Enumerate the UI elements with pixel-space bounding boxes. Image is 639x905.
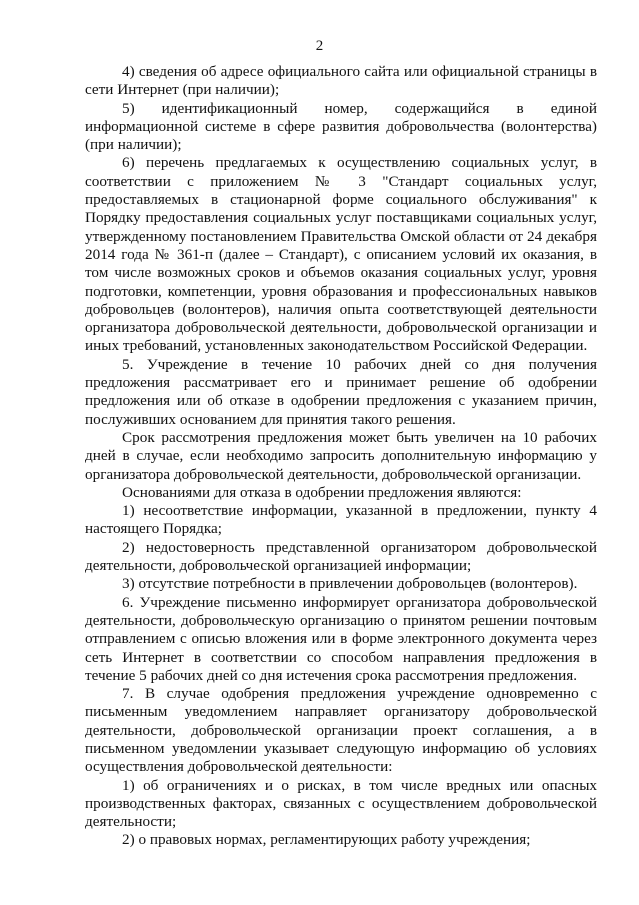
paragraph-review-extension: Срок рассмотрения предложения может быть увеличен на 10 рабочих дней в случае, если необходимо запросить дополнительную информацию у организатора добровольческой деятельности, добровольческой организации. [85, 428, 597, 483]
paragraph-item-4: 4) сведения об адресе официального сайта или официальной страницы в сети Интернет (при наличии); [85, 63, 597, 99]
paragraph-condition-item-1: 1) об ограничениях и о рисках, в том числе вредных или опасных производственных факторах, связанных с осуществлением добровольческой деятельности; [85, 776, 597, 831]
paragraph-refusal-item-3: 3) отсутствие потребности в привлечении добровольцев (волонтеров). [122, 575, 578, 593]
paragraph-refusal-grounds: Основаниями для отказа в одобрении предложения являются: [122, 483, 522, 501]
paragraph-clause-5: 5. Учреждение в течение 10 рабочих дней со дня получения предложения рассматривает его и принимает решение об одобрении предложения или об отказе в одобрении предложения с указанием причин, послуживших основанием для принятия такого решения. [85, 355, 597, 428]
paragraph-clause-7: 7. В случае одобрения предложения учреждение одновременно с письменным уведомлением направляет организатору добровольческой деятельности, добровольческой организации проект соглашения, а в письменном уведомлении указывает следующую информацию об условиях осуществления добровольческой деятельности: [85, 685, 597, 776]
paragraph-item-6: 6) перечень предлагаемых к осуществлению социальных услуг, в соответствии с приложением № 3 "Стандарт социальных услуг, предоставляемых в стационарной форме социального обслуживания" к Порядку предоставления социальных услуг поставщиками социальных услуг, утвержденному постановлением Правительства Омской области от 24 декабря 2014 года № 361-п (далее – Стандарт), с описанием условий их оказания, в том числе возможных сроков и объемов оказания социальных услуг, уровня подготовки, компетенции, уровня образования и профессиональных навыков добровольцев (волонтеров), наличия опыта соответствующей деятельности организатора добровольческой деятельности, добровольческой организации и иных требований, установленных законодательством Российской Федерации. [85, 154, 597, 355]
paragraph-item-5: 5) идентификационный номер, содержащийся в единой информационной системе в сфере развития добровольчества (волонтерства) (при наличии); [85, 99, 597, 154]
paragraph-refusal-item-1: 1) несоответствие информации, указанной в предложении, пункту 4 настоящего Порядка; [85, 502, 597, 538]
document-body [85, 63, 597, 850]
paragraph-clause-6: 6. Учреждение письменно информирует организатора добровольческой деятельности, добровольческую организацию о принятом решении почтовым отправлением с описью вложения или в форме электронного документа через сеть Интернет в соответствии со способом направления предложения в течение 5 рабочих дней со дня истечения срока рассмотрения предложения. [85, 593, 597, 684]
page-number: 2 [315, 38, 324, 54]
paragraph-condition-item-2: 2) о правовых нормах, регламентирующих работу учреждения; [122, 831, 531, 849]
paragraph-refusal-item-2: 2) недостоверность представленной организатором добровольческой деятельности, добровольческой организацией информации; [85, 538, 597, 575]
